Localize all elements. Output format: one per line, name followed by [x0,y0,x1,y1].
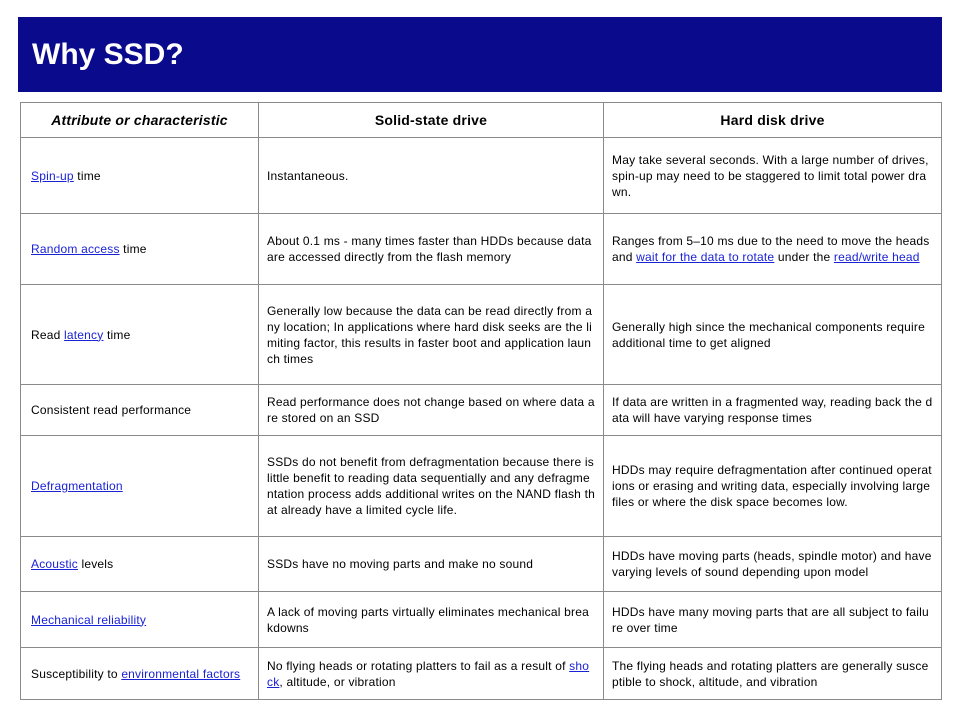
header-hdd: Hard disk drive [604,103,942,138]
wiki-link[interactable]: Mechanical reliability [31,612,147,627]
cell-text: time [119,242,147,256]
wiki-link[interactable]: Defragmentation [31,479,123,493]
table-row [21,537,942,592]
hdd-cell [604,592,942,648]
hdd-cell [604,138,942,214]
cell-text: SSDs have no moving parts and make no sound [267,557,534,571]
wiki-link[interactable]: shock [267,658,590,689]
header-attribute: Attribute or characteristic [21,103,259,138]
hdd-cell [604,537,942,592]
table-row [21,592,942,648]
cell-text: If data are written in a fragmented way, reading back the data will have varying response times [612,395,933,425]
wiki-link[interactable]: read/write head [833,250,920,264]
table-row [21,285,942,385]
hdd-cell [604,285,942,385]
cell-text: Ranges from 5–10 ms due to the need to move the heads and [612,234,930,264]
wiki-link[interactable]: wait for the data to rotate [636,250,775,264]
attribute-cell [21,285,259,385]
hdd-cell [604,214,942,285]
ssd-cell [259,537,604,592]
ssd-cell [259,214,604,285]
cell-text: Generally high since the mechanical components require additional time to get aligned [612,319,925,350]
wiki-link[interactable]: Random access [31,242,120,256]
cell-text: , altitude, or vibration [279,674,396,689]
hdd-cell [604,648,942,700]
header-ssd: Solid-state drive [259,103,604,138]
ssd-cell [259,436,604,537]
cell-text: SSDs do not benefit from defragmentation because there is little benefit to reading data sequentially and any defragmentation process adds additional writes on the NAND flash that already have a limited cycle life. [267,455,595,517]
table-row [21,138,942,214]
cell-text: under the [774,250,834,264]
ssd-cell [259,285,604,385]
hdd-cell [604,385,942,436]
cell-text: levels [77,557,114,571]
cell-text: time [73,168,101,183]
title-bar [18,17,942,92]
comparison-table [20,102,942,700]
attribute-cell [21,648,259,700]
attribute-cell [21,214,259,285]
attribute-cell [21,592,259,648]
wiki-link[interactable]: environmental factors [121,666,241,681]
attribute-cell [21,385,259,436]
wiki-link[interactable]: Spin-up [31,168,74,183]
slide-title: Why SSD? [32,37,184,71]
header-row [21,103,942,138]
cell-text: Read performance does not change based on where data are stored on an SSD [267,395,595,425]
cell-text: Consistent read performance [31,403,192,417]
cell-text: No flying heads or rotating platters to fail as a result of [267,658,570,673]
cell-text: Instantaneous. [267,168,349,183]
cell-text: The flying heads and rotating platters are generally susceptible to shock, altitude, and vibration [612,658,929,689]
table-row [21,385,942,436]
ssd-cell [259,592,604,648]
ssd-cell [259,138,604,214]
cell-text: HDDs may require defragmentation after continued operations or erasing and writing data, especially involving large files or where the disk space becomes low. [612,463,932,509]
table-row [21,436,942,537]
attribute-cell [21,436,259,537]
cell-text: HDDs have moving parts (heads, spindle motor) and have varying levels of sound depending upon model [612,549,932,579]
table-row [21,214,942,285]
cell-text: Susceptibility to [31,666,122,681]
cell-text: A lack of moving parts virtually eliminates mechanical breakdowns [267,604,589,635]
wiki-link[interactable]: latency [64,327,104,342]
cell-text: Read [31,327,65,342]
table-row [21,648,942,700]
cell-text: About 0.1 ms - many times faster than HDDs because data are accessed directly from the flash memory [267,234,592,264]
ssd-cell [259,385,604,436]
wiki-link[interactable]: Acoustic [31,557,78,571]
cell-text: Generally low because the data can be read directly from any location; In applications where hard disk seeks are the limiting factor, this results in faster boot and application launch times [267,303,593,366]
hdd-cell [604,436,942,537]
ssd-cell [259,648,604,700]
cell-text: time [103,327,131,342]
attribute-cell [21,537,259,592]
attribute-cell [21,138,259,214]
cell-text: HDDs have many moving parts that are all subject to failure over time [612,604,929,635]
cell-text: May take several seconds. With a large number of drives, spin-up may need to be staggered to limit total power drawn. [612,152,929,199]
